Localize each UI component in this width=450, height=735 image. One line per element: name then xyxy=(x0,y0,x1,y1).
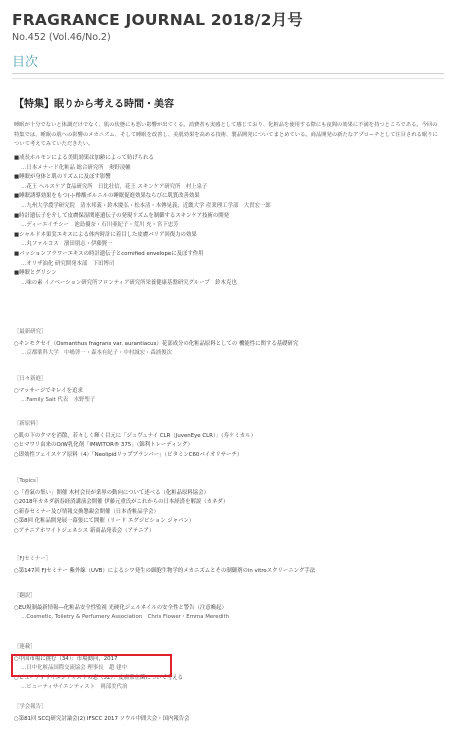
feature-intro: 睡眠が十分でないと体調だけでなく、肌の状態にも悪い影響が出てくる。消費者も実感として感じており、化粧品を使用する際にも夜間の効果に不満を持つところである。今回の特集では、睡眠の肌への影響のメカニズム、そして睡眠を改善し、美肌効果を高める技術、製品開発についてまとめている。商品開発の新たなアプローチとして注目される眠りについて考えてみていただきたい。 xyxy=(14,122,438,147)
section-title: ［最新研究］ xyxy=(14,329,47,335)
section-item[interactable]: ○第8回 化粧品開発展一幕張にて開催（リード エグジビション ジャパン） xyxy=(14,518,195,525)
section-item-author: …ビューティサイエンティスト 岡部美代治 xyxy=(21,684,128,691)
article-entry[interactable] xyxy=(14,231,440,250)
section-item[interactable]: ○第147回 FJセミナー 紫外線（UVB）によるシワ発生の細胞生物学的メカニズムとその制御剤のin vitroスクリーニング手法 xyxy=(14,567,316,574)
article-title: ■睡眠が身体と肌のリズムに及ぼす影響 xyxy=(14,174,111,181)
section-topics xyxy=(14,477,440,537)
section-item-author: …京都薬科大学 中嶋啓一・森本有紀子・中村誠宏・森浦俊次 xyxy=(21,350,172,357)
section-title: ［学会報告］ xyxy=(14,704,47,710)
section-fj-seminar xyxy=(14,555,440,576)
article-entry[interactable] xyxy=(14,269,440,288)
section-item[interactable]: ○ヒマワリ由来のO/W乳化剤「IMWITOR® 375」（錦利トレーディング） xyxy=(14,442,193,449)
divider xyxy=(12,78,444,79)
section-item[interactable]: ○第81回 SCCJ研究討論会(2) IFSCC 2017 ソウル中間大会・国内報告会 xyxy=(14,715,190,722)
section-item[interactable]: ○新春セミナー及び情報交換懇親会開催（日本香粧品学会） xyxy=(14,508,159,515)
section-item[interactable]: ○「香氣の集い」開催 木村会長が業界の動向について述べる（化粧品原料協会） xyxy=(14,489,209,496)
toc-heading: 目次 xyxy=(12,55,39,70)
journal-title: FRAGRANCE JOURNAL 2018/2月号 xyxy=(12,11,303,29)
issue-number: No.452 (Vol.46/No.2) xyxy=(12,32,111,43)
section-daily xyxy=(14,375,440,406)
article-title: ■シャルドネ果実エキスによる体内時計に着目した皮膚バリア回復力の効果 xyxy=(14,231,197,238)
article-authors: …味の素 イノベーション研究所フロンティア研究所栄養健康基盤研究グループ 鈴木克也 xyxy=(21,279,237,286)
article-entry[interactable] xyxy=(14,192,440,211)
article-title: ■時計遺伝子を介して皮膚保湿関連遺伝子の発現リズムを制御するスキンケア技術の開発 xyxy=(14,212,230,219)
article-authors: …オリザ油化 研究開発本部 下田博司 xyxy=(21,260,115,267)
section-title: ［日々新進］ xyxy=(14,376,47,382)
section-title: ［Topics］ xyxy=(14,478,42,484)
feature-heading: 【特集】眠りから考える時間・美容 xyxy=(14,99,174,110)
section-item[interactable]: ○マッサージでキレイを追求 xyxy=(14,387,83,394)
section-item-author: …日中化粧品国際交流協会 理事長 趙 建中 xyxy=(21,665,127,672)
section-item-author: …Family Salt 代表 水野聖子 xyxy=(21,397,96,404)
section-item[interactable]: ○中国市場に挑む（34）：市場動向，2017 xyxy=(14,655,118,662)
section-item[interactable]: ○肌の下のクマを消散，若々しく輝く目元に「ジュヴェナイ CLR（JuvenEye CLR）」（寿ケミカル） xyxy=(14,432,256,439)
article-title: ■睡眠とグリシン xyxy=(14,270,57,277)
section-new-materials xyxy=(14,420,440,460)
section-item[interactable]: ○アテニアホワイトジェネシス 新商品発表会（アテニア） xyxy=(14,527,155,534)
section-title: ［FJセミナー］ xyxy=(14,556,52,562)
article-title: ■パッションフラワーエキスの時計遺伝子とcornified envelopeに及ぼす作用 xyxy=(14,250,204,257)
section-item[interactable]: ○ビューティサイエンティストの窓（52）：皮膚常在菌について考える xyxy=(14,674,184,681)
feature-article-list xyxy=(14,154,440,288)
section-title: ［連載］ xyxy=(14,644,36,650)
section-item[interactable]: ○EU規制最新情報―化粧品安全性監視 光硬化ジェルネイルの安全性と警告（注意喚起） xyxy=(14,604,227,611)
article-authors: …ディーエイチシー 池島優奈・石川亜紀子・荒川 充・宮下忠芳 xyxy=(21,222,179,229)
section-conference-report xyxy=(14,703,440,724)
section-latest-research xyxy=(14,328,440,359)
section-item-author: …Cosmetic, Toiletry & Perfumery Association Chris Flower・Emma Meredith xyxy=(21,614,230,621)
article-entry[interactable] xyxy=(14,212,440,231)
section-title: ［新原料］ xyxy=(14,421,41,427)
section-translation xyxy=(14,592,440,623)
article-authors: …花王 ヘルスケア食品研究所 日比壮信，花王 スキンケア研究所 村上泉子 xyxy=(21,183,208,190)
section-title: ［翻訳］ xyxy=(14,593,36,599)
article-authors: …丸ファルコス 濱田朋志・伊藤賢一 xyxy=(21,241,113,248)
section-item[interactable]: ○キンモクセイ（Osmanthus fragrans var. aurantiacus）花部成分の化粧品原料としての 機能性に関する基礎研究 xyxy=(14,340,299,347)
article-entry[interactable] xyxy=(14,250,440,269)
divider xyxy=(12,73,444,74)
article-entry[interactable] xyxy=(14,154,440,173)
section-item[interactable]: ○2018年カネダ新春経済講演会開催 伊藤元重氏がこれからの日本経済を解説（カネダ） xyxy=(14,499,229,506)
article-authors: …九州大学農学研究院 清水邦義・鈴木慶弘・松本清・本傳晃義，近畿大学 産業理工学部 大貫宏一郎 xyxy=(21,202,271,209)
article-title: ■睡眠誘導効果をもつ(-)-酢酸ボルニルの睡眠促進効果ならびに肌質改善効果 xyxy=(14,193,200,200)
article-title: ■成長ホルモンによる美肌効果は加齢によって妨げられる xyxy=(14,155,154,161)
article-entry[interactable] xyxy=(14,173,440,192)
highlight-box xyxy=(11,654,172,677)
article-authors: …日本メナード化粧品 総合研究所 奥野凌輔 xyxy=(21,164,131,171)
section-item[interactable]: ○即効性フェイスケア原料（4）「Neolipidリップブランパー」（ビタミンC60バイオリサーチ） xyxy=(14,451,243,458)
